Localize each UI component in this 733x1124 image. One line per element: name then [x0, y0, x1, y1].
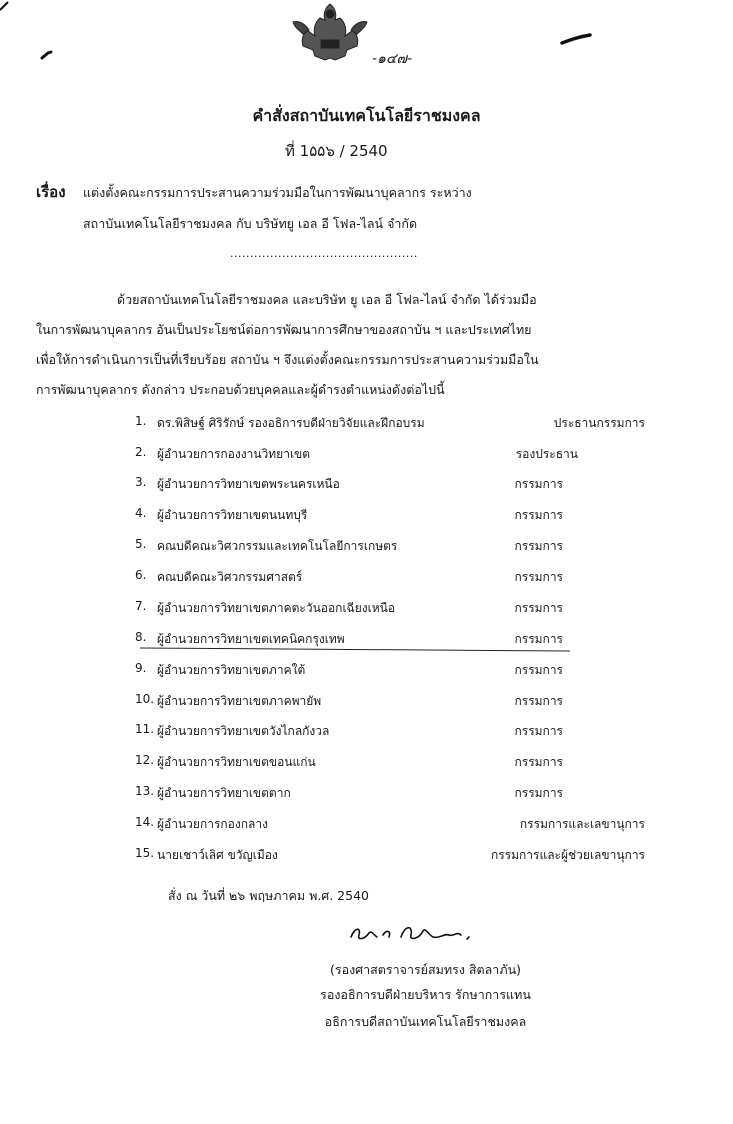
- member-role: กรรมการ: [514, 694, 563, 708]
- member-number: 1.: [135, 414, 147, 428]
- member-number: 8.: [135, 630, 147, 644]
- member-number: 3.: [135, 475, 147, 489]
- member-role: รองประธาน: [515, 447, 578, 461]
- signer-position-2: อธิการบดีสถาบันเทคโนโลยีราชมงคล: [324, 1014, 527, 1029]
- subject-label: เรื่อง: [36, 183, 66, 201]
- member-role: กรรมการ: [514, 570, 563, 584]
- member-name: ผู้อำนวยการวิทยาเขตเทคนิคกรุงเทพ: [157, 632, 345, 646]
- member-row: [135, 846, 645, 868]
- member-role: กรรมการ: [514, 755, 563, 769]
- member-role: กรรมการ: [514, 477, 563, 491]
- member-row: [135, 414, 645, 436]
- document-title: คำสั่งสถาบันเทคโนโลยีราชมงคล: [252, 106, 481, 125]
- document-number: ที่ 1۵۵๖ / 2540: [285, 142, 388, 160]
- member-name: นายเชาว์เลิศ ขวัญเมือง: [157, 848, 278, 862]
- member-number: 12.: [135, 753, 155, 767]
- given-date: สั่ง ณ วันที่ ๒๖ พฤษภาคม พ.ศ. 2540: [168, 888, 369, 903]
- member-row: [135, 537, 645, 559]
- member-name: ผู้อำนวยการวิทยาเขตภาคพายัพ: [157, 694, 322, 708]
- member-row: [135, 445, 645, 467]
- member-row: [135, 661, 645, 683]
- member-role: กรรมการ: [514, 508, 563, 522]
- scan-mark: [40, 50, 54, 60]
- member-row: [135, 506, 645, 528]
- signer-position-1: รองอธิการบดีฝ่ายบริหาร รักษาการแทน: [320, 987, 531, 1002]
- member-number: 5.: [135, 537, 147, 551]
- member-role: ประธานกรรมการ: [553, 416, 645, 430]
- member-row: [135, 722, 645, 744]
- member-name: ผู้อำนวยการวิทยาเขตวังไกลกังวล: [157, 724, 330, 738]
- member-number: 11.: [135, 722, 155, 736]
- member-number: 10.: [135, 692, 155, 706]
- member-name: ผู้อำนวยการวิทยาเขตภาคใต้: [157, 663, 306, 677]
- member-name: ผู้อำนวยการกองกลาง: [157, 817, 268, 831]
- member-number: 7.: [135, 599, 147, 613]
- member-number: 2.: [135, 445, 147, 459]
- member-number: 6.: [135, 568, 147, 582]
- member-name: ผู้อำนวยการกองงานวิทยาเขต: [157, 447, 311, 461]
- member-row: [135, 599, 645, 621]
- member-row: [135, 815, 645, 837]
- body-line-1: ด้วยสถาบันเทคโนโลยีราชมงคล และบริษัท ยู เอล อี โฟล-ไลน์ จำกัด ได้ร่วมมือ: [117, 292, 537, 307]
- body-line-2: ในการพัฒนาบุคลากร อันเป็นประโยชน์ต่อการพัฒนาการศึกษาของสถาบัน ฯ และประเทศไทย: [36, 322, 532, 337]
- page-number: -๑๔๗-: [372, 51, 413, 67]
- member-name: ผู้อำนวยการวิทยาเขตขอนแก่น: [157, 755, 316, 769]
- body-line-3: เพื่อให้การดำเนินการเป็นที่เรียบร้อย สถาบัน ฯ จึงแต่งตั้งคณะกรรมการประสานความร่วมมือใน: [36, 352, 539, 367]
- member-name: ผู้อำนวยการวิทยาเขตภาคตะวันออกเฉียงเหนือ: [157, 601, 396, 615]
- member-number: 15.: [135, 846, 155, 860]
- member-role: กรรมการ: [514, 539, 563, 553]
- member-role: กรรมการ: [514, 601, 563, 615]
- member-number: 9.: [135, 661, 147, 675]
- member-row: [135, 753, 645, 775]
- member-number: 14.: [135, 815, 155, 829]
- scan-mark: [0, 0, 12, 12]
- member-role: กรรมการและเลขานุการ: [519, 817, 645, 831]
- member-role: กรรมการ: [514, 632, 563, 646]
- member-name: ผู้อำนวยการวิทยาเขตตาก: [157, 786, 291, 800]
- member-row: [135, 568, 645, 590]
- member-name: ผู้อำนวยการวิทยาเขตนนทบุรี: [157, 508, 308, 522]
- member-role: กรรมการและผู้ช่วยเลขานุการ: [490, 848, 645, 862]
- member-number: 4.: [135, 506, 147, 520]
- member-role: กรรมการ: [514, 663, 563, 677]
- member-name: คณบดีคณะวิศวกรรมและเทคโนโลยีการเกษตร: [157, 539, 398, 553]
- signer-name: (รองศาสตราจารย์สมทรง สิตลาภัน): [329, 962, 521, 977]
- body-line-4: การพัฒนาบุคลากร ดังกล่าว ประกอบด้วยบุคคลและผู้ดำรงตำแหน่งดังต่อไปนี้: [36, 382, 445, 397]
- member-name: คณบดีคณะวิศวกรรมศาสตร์: [157, 570, 303, 584]
- member-row: [135, 692, 645, 714]
- subject-line-2: สถาบันเทคโนโลยีราชมงคล กับ บริษัทยู เอล อี โฟล-ไลน์ จำกัด: [83, 216, 418, 231]
- member-role: กรรมการ: [514, 786, 563, 800]
- subject-line-1: แต่งตั้งคณะกรรมการประสานความร่วมมือในการพัฒนาบุคลากร ระหว่าง: [83, 185, 472, 200]
- separator-dots: ...............................................: [230, 247, 418, 260]
- signature: [347, 917, 487, 947]
- member-role: กรรมการ: [514, 724, 563, 738]
- garuda-emblem: [285, 0, 375, 62]
- member-name: ผู้อำนวยการวิทยาเขตพระนครเหนือ: [157, 477, 340, 491]
- member-name: ดร.พิสิษฐ์ ศิริรักษ์ รองอธิการบดีฝ่ายวิจัยและฝึกอบรม: [157, 416, 425, 430]
- member-number: 13.: [135, 784, 155, 798]
- member-row: [135, 475, 645, 497]
- member-row: [135, 784, 645, 806]
- scan-mark: [560, 32, 592, 46]
